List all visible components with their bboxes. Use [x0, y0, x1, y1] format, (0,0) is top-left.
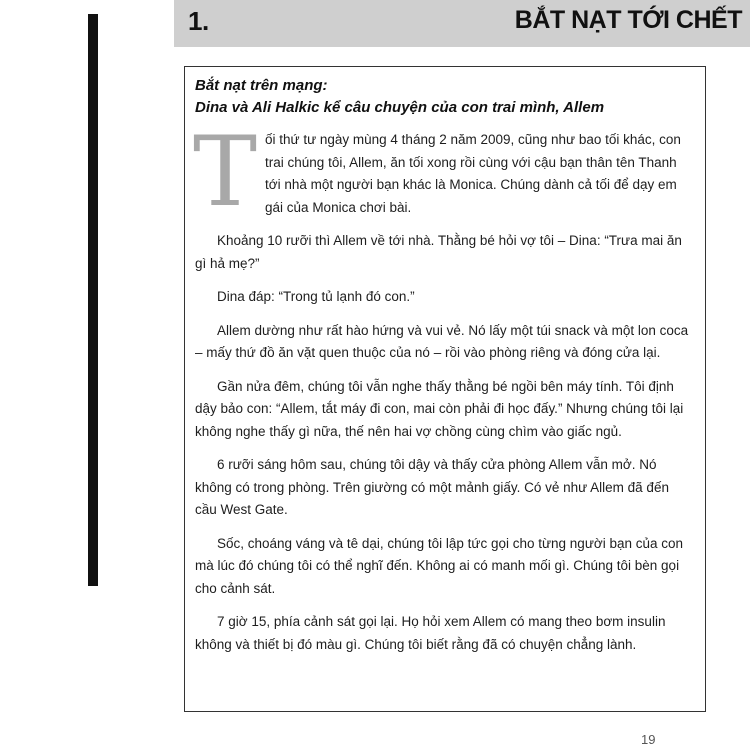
story-box — [184, 66, 706, 712]
story-heading-line-2: Dina và Ali Halkic kể câu chuyện của con trai mình, Allem — [195, 99, 605, 116]
paragraph: 7 giờ 15, phía cảnh sát gọi lại. Họ hỏi xem Allem có mang theo bơm insulin không và thiết bị đó màu gì. Chúng tôi biết rằng đã có chuyện chẳng lành. — [195, 614, 666, 652]
story-heading — [195, 75, 695, 119]
paragraph: 6 rưỡi sáng hôm sau, chúng tôi dậy và thấy cửa phòng Allem vẫn mở. Nó không có trong phòng. Trên giường có một mảnh giấy. Có vẻ như Allem đã đến cầu West Gate. — [195, 457, 669, 517]
paragraph: Khoảng 10 rưỡi thì Allem về tới nhà. Thằng bé hỏi vợ tôi – Dina: “Trưa mai ăn gì hả mẹ?” — [195, 233, 682, 271]
paragraph: Allem dường như rất hào hứng và vui vẻ. Nó lấy một túi snack và một lon coca – mấy thứ đồ ăn vặt quen thuộc của nó – rồi vào phòng riêng và đóng cửa lại. — [195, 322, 689, 360]
drop-cap: T — [193, 116, 258, 228]
paragraph: Dina đáp: “Trong tủ lạnh đó con.” — [217, 289, 415, 304]
paragraph: Sốc, choáng váng và tê dại, chúng tôi lập tức gọi cho từng người bạn của con mà lúc đó chúng tôi có thể nghĩ đến. Không ai có manh mối gì. Chúng tôi bèn gọi cho cảnh sát. — [195, 535, 684, 596]
page-edge-bar — [88, 14, 98, 586]
story-body — [193, 116, 693, 667]
chapter-number: 1. — [188, 6, 209, 36]
chapter-header — [174, 0, 750, 47]
page-number: 19 — [641, 732, 656, 747]
chapter-title: BẮT NẠT TỚI CHẾT — [514, 6, 742, 34]
story-heading-line-1: Bắt nạt trên mạng: — [195, 77, 328, 94]
paragraph: Tối thứ tư ngày mùng 4 tháng 2 năm 2009, cũng như bao tối khác, con trai chúng tôi, Allem, ăn tối xong rồi cùng với cậu bạn thân tên Thanh tới nhà một người bạn khác là Monica. Chúng dành cả tối để dạy em gái của Monica chơi bài. — [193, 116, 681, 228]
paragraph: Gần nửa đêm, chúng tôi vẫn nghe thấy thằng bé ngồi bên máy tính. Tôi định dậy bảo con: “Allem, tắt máy đi con, mai còn phải đi học đấy.” Nhưng chúng tôi lại không nghe thấy gì nữa, thế nên hai vợ chồng cùng chìm vào giấc ngủ. — [195, 378, 684, 439]
